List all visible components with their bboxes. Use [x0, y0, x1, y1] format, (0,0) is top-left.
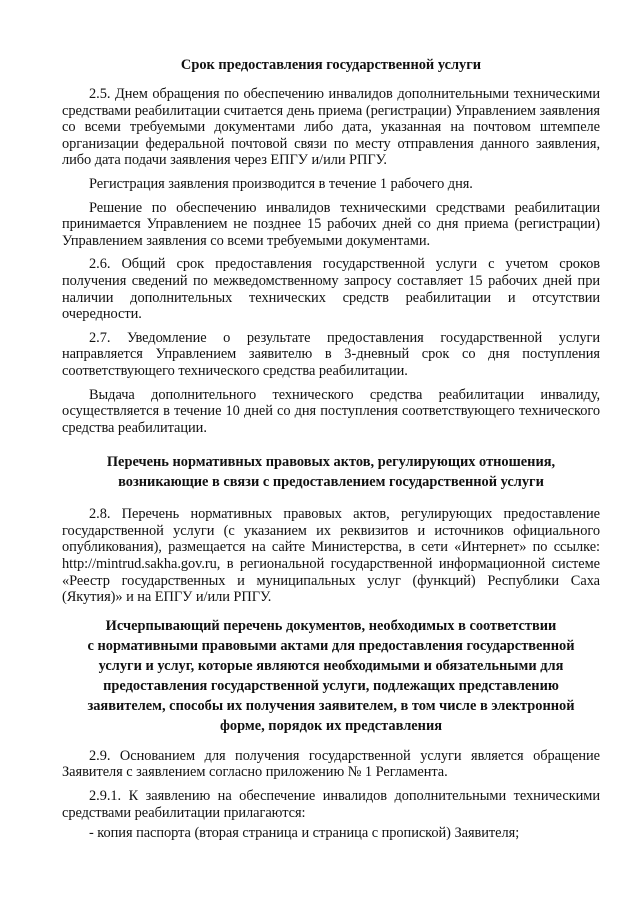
heading-line: с нормативными правовыми актами для предоставления государственной — [87, 637, 575, 654]
paragraph-2-7: 2.7. Уведомление о результате предоставления государственной услуги направляется Управлением заявителю в 3-дневный срок со дня поступления соответствующего технического средства реабилитации. — [62, 329, 600, 379]
paragraph-2-8: 2.8. Перечень нормативных правовых актов, регулирующих предоставление государственной услуги (с указанием их реквизитов и источников официального опубликования), размещается на сайте Министерства, в сети «Интернет» по ссылке: http://mintrud.sakha.gov.ru, в региональной государственной информационной системе «Реестр государственных и муниципальных услуг (функций) Республики Саха (Якутия)» и на ЕПГУ и/или РПГУ. — [62, 506, 600, 606]
paragraph-2-5: 2.5. Днем обращения по обеспечению инвалидов дополнительными техническими средствами реабилитации считается день приема (регистрации) Управлением заявления со всеми требуемыми документами либо дата, указанная на почтовом штемпеле организации федеральной почтовой связи по месту отправления данного заявления, либо дата подачи заявления через ЕПГУ и/или РПГУ. — [62, 86, 600, 169]
section-heading-documents — [62, 616, 600, 736]
paragraph-issuance: Выдача дополнительного технического средства реабилитации инвалиду, осуществляется в течение 10 дней со дня поступления соответствующего технического средства реабилитации. — [62, 386, 600, 436]
section-heading-legal-acts — [62, 452, 600, 492]
heading-line: заявителем, способы их получения заявителем, в том числе в электронной — [87, 697, 575, 714]
heading-line: Исчерпывающий перечень документов, необходимых в соответствии — [105, 617, 557, 634]
heading-line: предоставления государственной услуги, подлежащих представлению — [103, 677, 559, 694]
heading-line: форме, порядок их представления — [219, 717, 443, 734]
heading-line: Перечень нормативных правовых актов, регулирующих отношения, — [106, 454, 556, 471]
paragraph-2-6: 2.6. Общий срок предоставления государственной услуги с учетом сроков получения сведений по межведомственному запросу составляет 15 рабочих дней при наличии дополнительных технических средств реабилитации и отсутствии очередности. — [62, 256, 600, 323]
heading-line: возникающие в связи с предоставлением государственной услуги — [118, 474, 544, 491]
paragraph-decision: Решение по обеспечению инвалидов техническими средствами реабилитации принимается Управлением не позднее 15 рабочих дней со дня приема (регистрации) Управлением заявления со всеми требуемыми документами. — [62, 199, 600, 249]
section-heading-term: Срок предоставления государственной услуги — [180, 57, 482, 73]
list-item-passport-copy: - копия паспорта (вторая страница и страница с пропиской) Заявителя; — [89, 825, 520, 842]
heading-line: услуги и услуг, которые являются необходимыми и обязательными для — [98, 657, 564, 674]
document-page — [62, 54, 600, 846]
paragraph-2-9-1: 2.9.1. К заявлению на обеспечение инвалидов дополнительными техническими средствами реабилитации прилагаются: — [62, 788, 600, 821]
paragraph-registration: Регистрация заявления производится в течение 1 рабочего дня. — [89, 175, 473, 192]
paragraph-2-9: 2.9. Основанием для получения государственной услуги является обращение Заявителя с заявлением согласно приложению № 1 Регламента. — [62, 747, 600, 781]
